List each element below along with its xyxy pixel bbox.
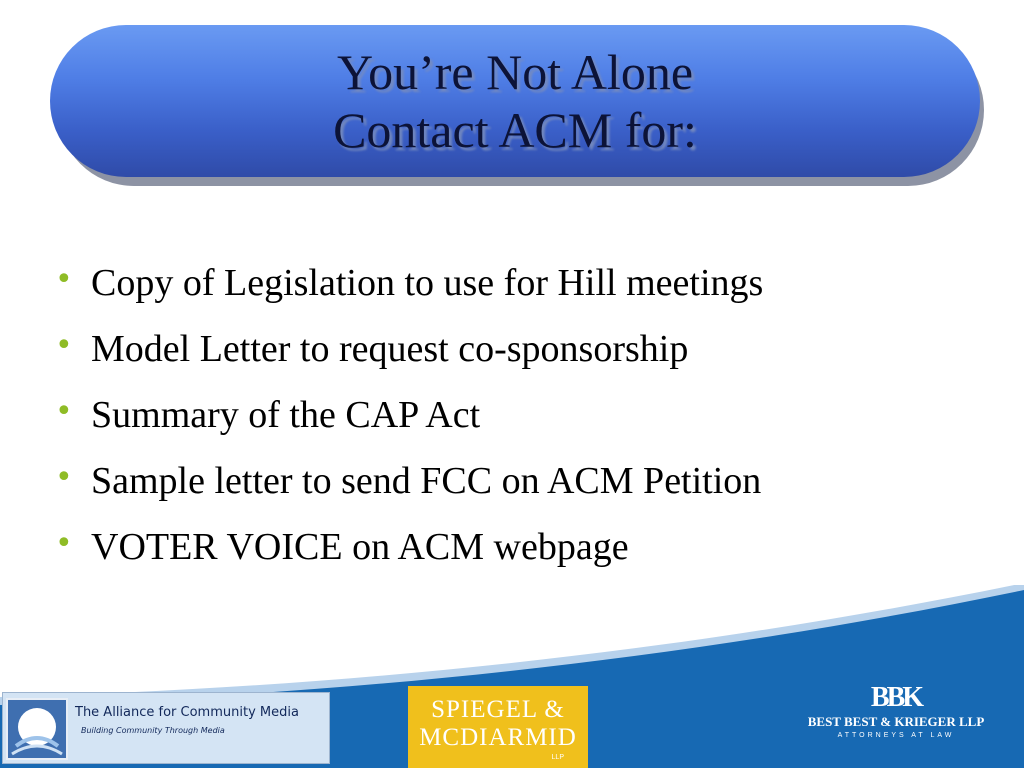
bullet-item [55,250,995,316]
title-line-1: You’re Not Alone [336,44,694,100]
bullet-icon: • [55,328,73,363]
spiegel-line-2: MCDIARMID [419,724,577,751]
title-line-2: Contact ACM for: [333,102,697,158]
bullet-item [55,514,995,580]
bbk-name: BEST BEST & KRIEGER LLP [807,714,985,729]
spiegel-mcdiarmid-logo [408,686,588,768]
bullet-item [55,316,995,382]
bullet-list [55,250,995,580]
bullet-item [55,382,995,448]
bullet-icon: • [55,526,73,561]
bullet-text: VOTER VOICE on ACM webpage [91,526,629,568]
acm-globe-icon [6,698,68,760]
bullet-text: Model Letter to request co-sponsorship [91,328,689,370]
acm-name: The Alliance for Community Media [75,705,299,720]
bullet-icon: • [55,262,73,297]
bullet-item [55,448,995,514]
acm-logo [2,692,330,764]
bullet-text: Sample letter to send FCC on ACM Petition [91,460,762,502]
bbk-subtitle: ATTORNEYS AT LAW [837,732,955,739]
spiegel-llp: LLP [551,754,564,761]
spiegel-line-1: SPIEGEL & [431,696,565,723]
bullet-icon: • [55,460,73,495]
best-best-krieger-logo [806,682,986,748]
title-banner [50,25,980,177]
bullet-icon: • [55,394,73,429]
bbk-monogram: BBK [870,682,922,713]
bullet-text: Copy of Legislation to use for Hill meetings [91,262,764,304]
acm-tagline: Building Community Through Media [81,726,225,735]
bullet-text: Summary of the CAP Act [91,394,481,436]
